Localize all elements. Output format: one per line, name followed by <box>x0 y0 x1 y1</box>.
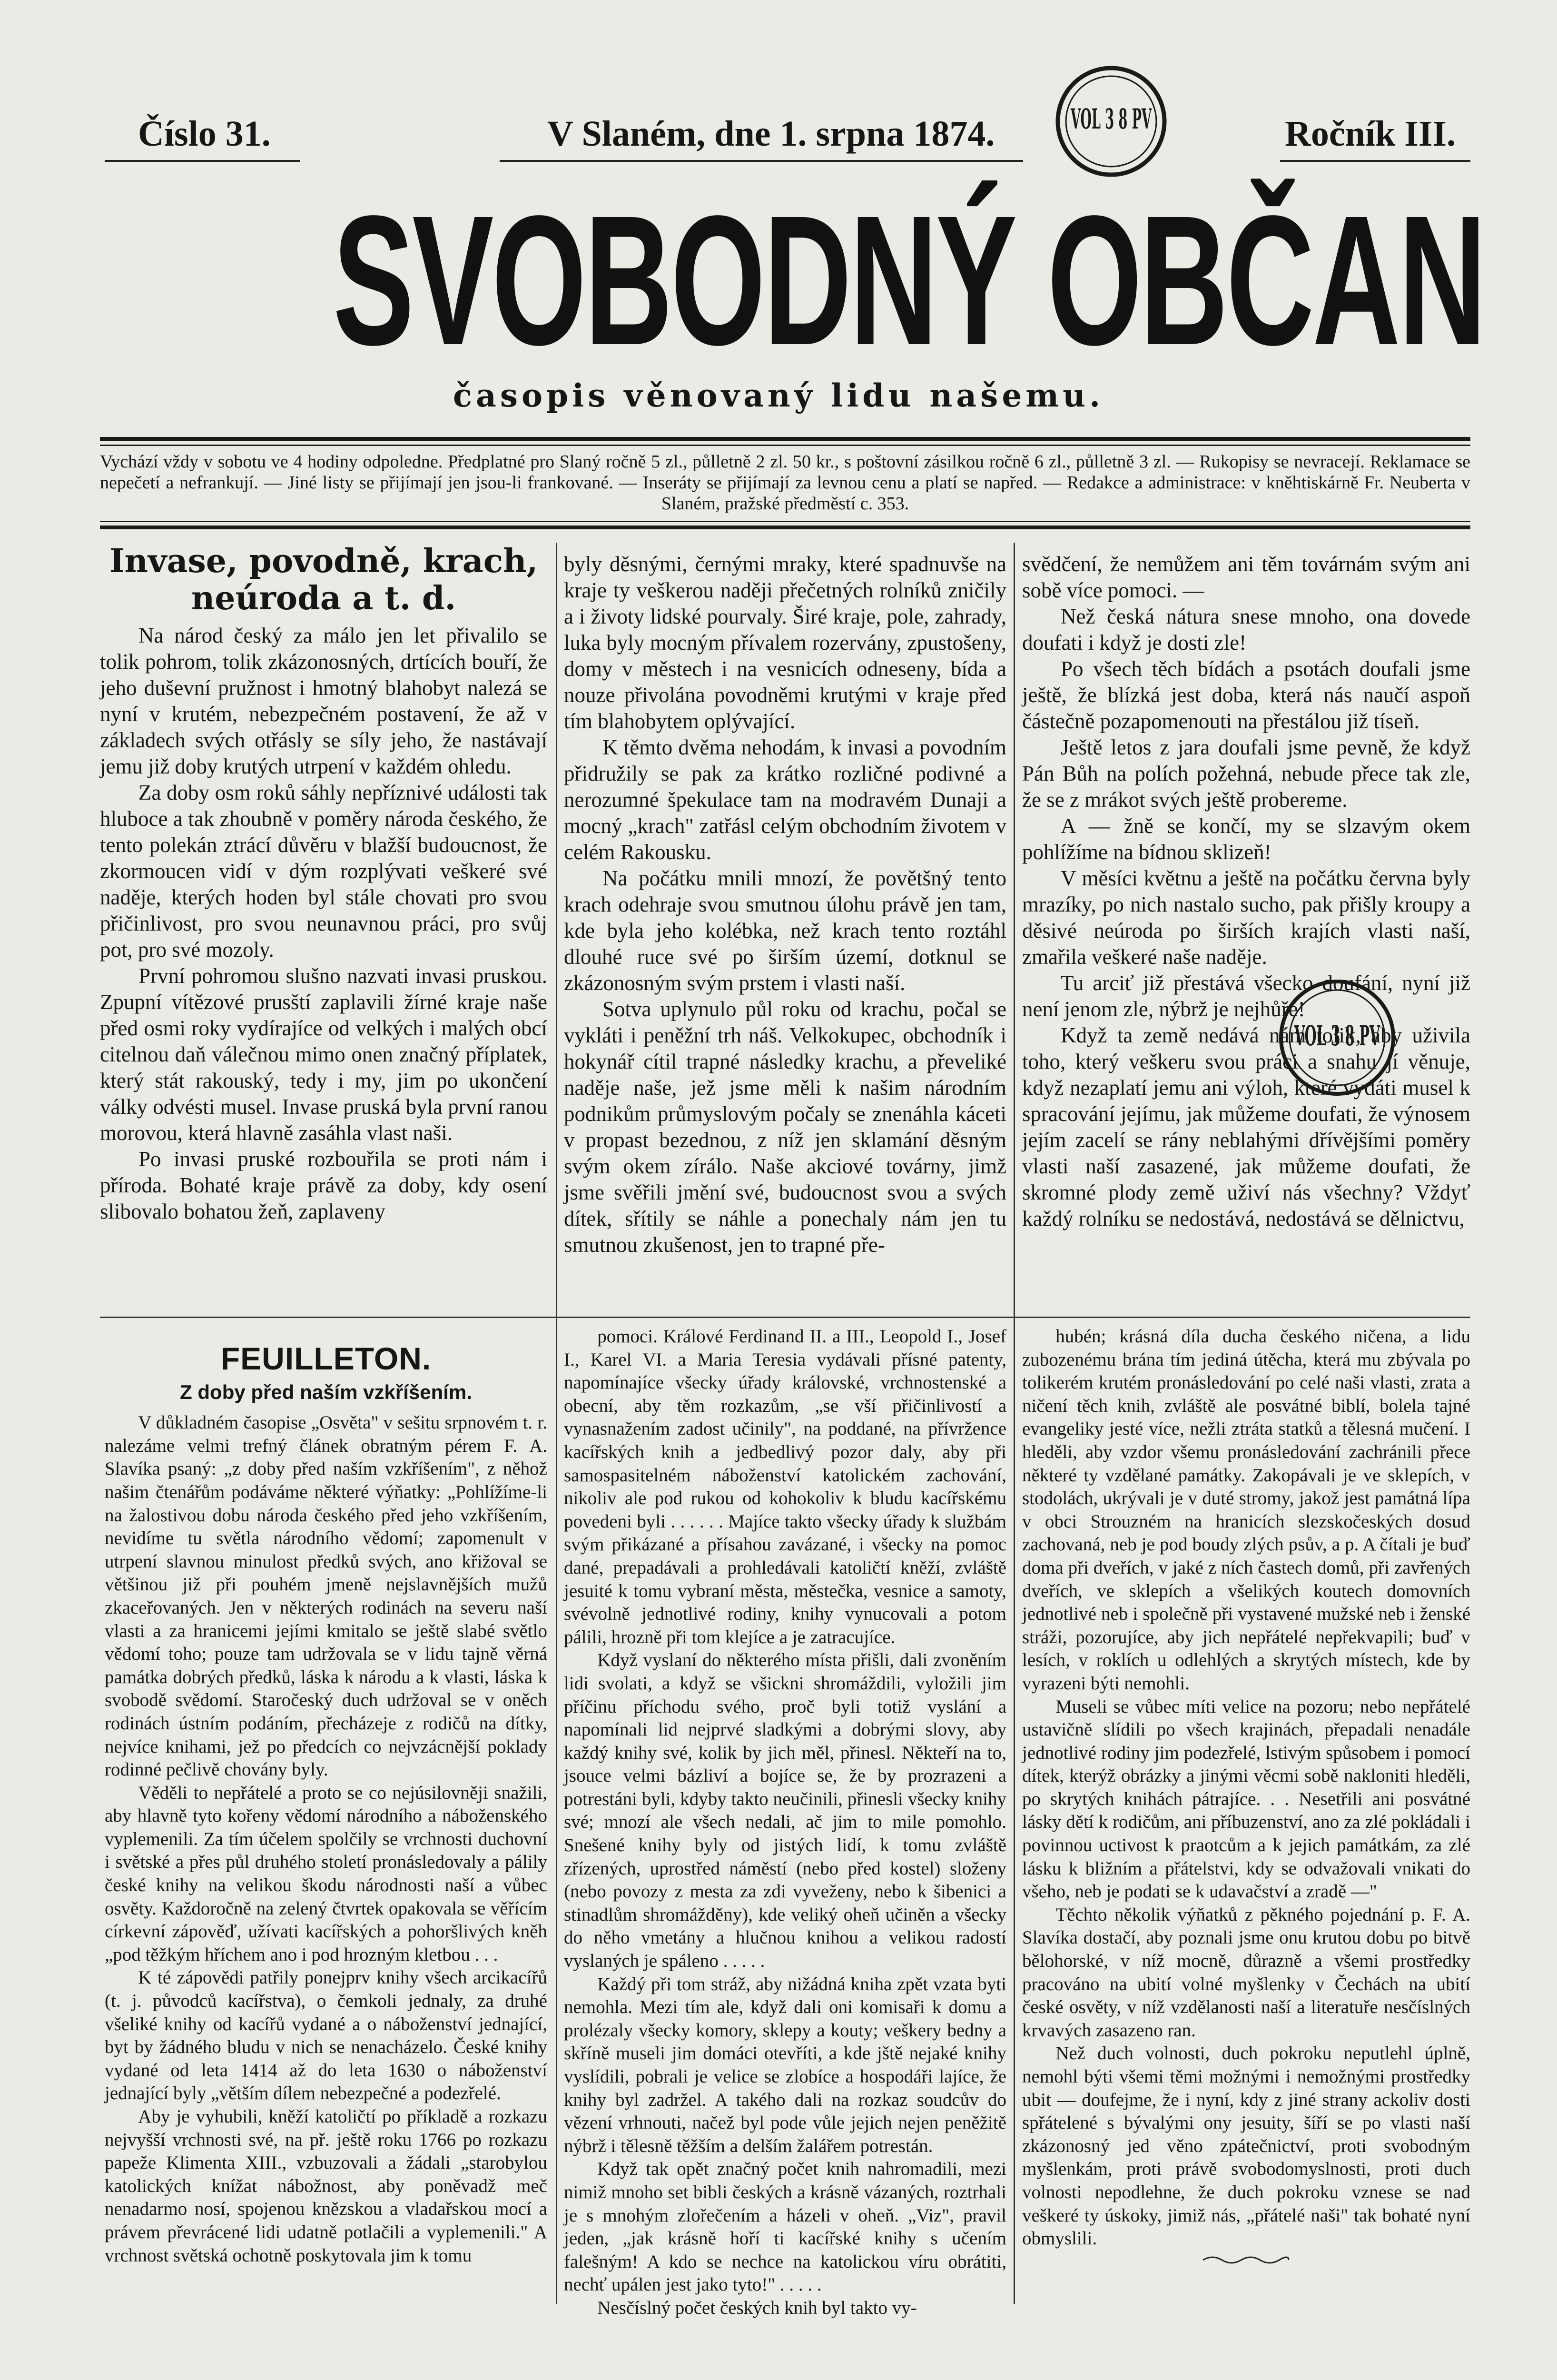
feuilleton-divider <box>556 1317 1470 1318</box>
postal-stamp-middle <box>1275 976 1399 1100</box>
article-paragraph: Za doby osm roků sáhly nepříznivé události tak hluboce a tak zhoubně v poměry národa českého, že tento polekán ztrácí důvěru v blažší budoucnost, že zkormoucen vidí v dým rozplývati veškeré své naděje, kterých hoden byl stále chovati pro svou přičinlivost, pro svou neunavnou práci, pro svůj pot, pro své mozoly. <box>100 781 547 962</box>
article-paragraph: Tu arciť již přestává všecko doufání, nyní již není jenom zle, nýbrž je nejhůře! <box>1022 971 1470 1021</box>
header-rule-left <box>105 160 300 162</box>
header-rule-right <box>1280 160 1470 162</box>
article-column-2 <box>564 551 1006 1258</box>
feuilleton-paragraph: Věděli to nepřátelé a proto se co nejúsilovněji snažili, aby hlavně tyto kořeny vědomí národního a náboženského vyplemenili. Za tím účelem spolčily se vrchnosti duchovní i světské a přes půl druhého století pronásledovaly a pálily české knihy na velikou škodu národnosti naší a vůbec osvěty. Každoročně na zelený čtvrtek opakovala se věřícím církevní zápověď, užívati kacířských a pohoršlivých kněh „pod těžkým hříchem ano i pod hrozným kletbou . . . <box>105 1782 547 1965</box>
article-paragraph: Než česká nátura snese mnoho, ona dovede doufati i když je dosti zle! <box>1022 605 1470 654</box>
article-paragraph: Když ta země nedává nám tolik, aby uživila toho, který veškeru svou práci a snahu jí věnuje, když nezaplatí jemu ani výloh, které vydáti musel k spracování jejímu, jak můžeme doufati, že výnosem jejím zacelí se rány neblahými dřívějšími poměry vlasti naší zasazené, jak můžeme doufati, že skromné plody země uživí nás všechny? Vždyť každý rolníku se nedostává, nedostává se dělnictvu, <box>1022 1023 1470 1230</box>
feuilleton-divider-left <box>100 1317 556 1318</box>
feuilleton-paragraph: Než duch volnosti, duch pokroku neputlehl úplně, nemohl býti všemi těmi možnými i nemožnými prostředky ubit — doufejme, že i nyní, kdy z jiné strany ackoliv dosti spřátelené s bývalými ony jesuity, šíří se po vlasti naší zkázonosný jed věno zpátečnictví, proti svobodným myšlenkám, proti právě svobodomyslnosti, proti duch volnosti nepodlehne, že duch pokroku vznese se nad veškeré ty úskoky, jimiž nás, „přátelé naši" tak bohaté nyní obmyslili. <box>1022 2043 1470 2249</box>
rule-below-info <box>100 521 1470 522</box>
article-column-3 <box>1022 551 1470 1232</box>
feuilleton-column-2 <box>564 1325 1006 2320</box>
rule-below-info-thick <box>100 526 1470 529</box>
feuilleton-paragraph: V důkladném časopise „Osvěta" v sešitu srpnovém t. r. nalezáme velmi trefný článek obratným pérem F. A. Slavíka psaný: „z doby před naším vzkříšením", z něhož našim čtenářům podáváme některé výňatky: „Pohlížíme-li na žalostivou dobu národa českého před jeho vzkříšením, nevidíme tu světla národního vědomí; zapomenult v utrpení slavnou minulost předků svých, ano křižoval se většinou již při pouhém jmeně nejslavnějších mužů zkaceřovaných. Jen v některých rodinách na severu naší vlasti a za hranicemi jejími kmitalo se ještě slabé světlo vědomí toho; pouze tam udržovala se v lidu tajně věrná památka dobrých předků, láska k národu a k vlasti, láska k svobodě svědomí. Staročeský duch udržoval se v oněch rodinách ústním podáním, přecházeje z rodičů na dítky, nejvíce knihami, jež po předcích co nejvzácnější poklady rodinné pečlivě chovány byly. <box>105 1412 547 1780</box>
volume: Ročník III. <box>1285 114 1456 154</box>
feuilleton-paragraph: Když vyslaní do některého místa přišli, dali zvoněním lidi svolati, a když se všickni shromáždili, vyložili jim příčinu příchodu svého, proč byli totiž vyslání a napomínali lid nejprvé sladkými a dobrými slovy, aby každý knihy své, kolik by jich měl, přinesl. Někteří na to, jsouce velmi bázliví a bojíce se, že by prozrazeni a potrestáni byli, kdyby takto neučinili, přinesli všecky knihy své; mnozí ale všech nedali, ač jim to mile pomohlo. Snešené knihy byly od jistých lidí, k tomu zvláště zřízených, uprostřed náměstí (nebo před kostel) složeny (nebo povozy z mesta za zdi vyveženy, nebo k šibenici a stinadlům shromážděny), kde veliký oheň učiněn a všecky do něho vmetány a hlučnou knihou a velikou radostí vyslaných je spáleno . . . . . <box>564 1650 1006 1972</box>
issue-number: Číslo 31. <box>138 114 271 154</box>
stamp-text-top: VOL 3 8 PV <box>1070 103 1152 135</box>
column-rule-1 <box>556 543 557 2304</box>
feuilleton-paragraph: Když tak opět značný počet knih nahromadili, mezi nimiž mnoho set bibli českých a krásně vázaných, roztrhali je s mnohým zlořečením a házeli v oheň. „Viz", pravil jeden, „jak krásně hoří ti kacířské knihy s učením falešným! A kdo se nechce na katolickou víru obrátiti, nechť upálen jest jako tyto!" . . . . . <box>564 2159 1006 2295</box>
article-paragraph: Po všech těch bídách a psotách doufali jsme ještě, že blízká jest doba, která nás naučí aspoň částečně pozapomenouti na přestálou již tíseň. <box>1022 657 1470 733</box>
article-paragraph: A — žně se končí, my se slzavým okem pohlížíme na bídnou sklizeň! <box>1022 814 1470 864</box>
end-flourish <box>1022 2251 1470 2270</box>
article-paragraph: Po invasi pruské rozbouřila se proti nám i příroda. Bohaté kraje právě za doby, kdy osení slibovalo bohatou žeň, zaplaveny <box>100 1147 547 1223</box>
article-paragraph: byly děsnými, černými mraky, které spadnuvše na kraje ty veškerou naději přečetných rolníků zničily a i životy lidské pourvaly. Širé kraje, pole, zahrady, luka byly mocným přívalem rozervány, zpustošeny, domy v městech i na vesnicích odneseny, bída a nouze přivolána povodněmi krutými v kraje před tím blahobytem oplývající. <box>564 552 1006 733</box>
article-paragraph: svědčení, že nemůžem ani těm továrnám svým ani sobě více pomoci. — <box>1022 552 1470 602</box>
article-paragraph: K těmto dvěma nehodám, k invasi a povodním přidružily se pak za krátko rozličné podivné a nerozumné špekulace tam na modravém Dunaji a mocný „krach" zatřásl celým obchodním životem v celém Rakousku. <box>564 735 1006 864</box>
article-paragraph: První pohromou slušno nazvati invasi pruskou. Zpupní vítězové prusští zaplavili žírné kraje naše před osmi roky vydírajíce od velkých i malých obcí citelnou daň válečnou mimo onen značný příplatek, který stát rakouský, tedy i my, jim po ukončení války odvésti musel. Invase pruská byla první ranou morovou, která hlavně zasáhla vlast naši. <box>100 964 547 1145</box>
article-paragraph: Sotva uplynulo půl roku od krachu, počal se vykláti i peněžní trh náš. Velkokupec, obchodník i hokynář cítil trapné následky krachu, a převeliké naděje naše, jež jsme měli k našim národním podnikům průmyslovým počaly se znenáhla káceti v propast bezednou, z níž jen sklamání děsným svým okem zírálo. Naše akciové továrny, jimž jsme svěřili jmění své, budoucnost svou a svých dítek, sřítily se náhle a ponechaly nám jen tu smutnou zkušenost, jen to trapné pře- <box>564 997 1006 1257</box>
article-paragraph: Na národ český za málo jen let přivalilo se tolik pohrom, tolik zkázonosných, drtících bouří, že jeho duševní pružnost i hmotný blahobyt nalezá se nyní v krutém, nebezpečném postavení, že až v základech svých otřásly se síly jeho, že nastávají jemu již doby krutých utrpení v každém ohledu. <box>100 624 547 778</box>
feuilleton-title: FEUILLETON. <box>220 1341 432 1376</box>
postal-stamp-top <box>1052 62 1171 181</box>
feuilleton-column-3 <box>1022 1325 1470 2275</box>
feuilleton-paragraph: Každý při tom stráž, aby nižádná kniha zpět vzata byti nemohla. Mezi tím ale, když dali oni komisaři k domu a prolézaly všecky komory, sklepy a kouty; veškery bedny a skříně museli jim domáci otevříti, a kde jště nejaké knihy vyslídili, pobrali je velice se zlobíce a hospodáři lajíce, že knihy byl zadržel. A takého dali na rozkaz soudcův do vězení vrhnouti, načež byl pode vůle jejich nejen peněžitě nýbrž i tělesně těžším a delším žalářem potrestán. <box>564 1973 1006 2156</box>
feuilleton-paragraph: Museli se vůbec míti velice na pozoru; nebo nepřátelé ustavičně slídili po všech krajinách, přepadali nenadále jednotlivé rodiny jim podezřelé, lstivým spůsobem i pomocí dítek, kterýž obrázky a jinými věcmi sobě nakloniti hleděli, po skrytých knihách pátrajíce. . . Nesetřili ani posvátné lásky dětí k rodičům, ani příbuzenství, ano za zlé pokládali i povinnou uctivost k praotcům a k jejich památkám, za zlé lásku k bližním a přátelstvi, kdy se odvažovali vnikati do všeho, neb je podati se k udavačství a zradě —" <box>1022 1696 1470 1902</box>
feuilleton-paragraph: Aby je vyhubili, kněží katoličtí po příkladě a rozkazu nejvyšší vrchnosti své, na př. ještě roku 1766 po rozkazu papeže Klimenta XIII., vzbuzovali a žádali „starobylou katolických knížat nábožnost, aby poněvadž meč nenadarmo nosí, spojenou knězskou a vladařskou mocí a právem převrácené lidi udatně potlačili a vyplemenili." A vrchnost světská ochotně poskytovala jim k tomu <box>105 2106 547 2266</box>
subscription-info: Vychází vždy v sobotu ve 4 hodiny odpoledne. Předplatné pro Slaný ročně 5 zl., půlletně 2 zl. 50 kr., s poštovní zásilkou ročně 6 zl., půlletně 3 zl. — Rukopisy se nevracejí. Reklamace se nepečetí a nefrankují. — Jiné listy se přijímají jen jsou-li frankované. — Inseráty se přijímají za levnou cenu a platí se napřed. — Redakce a administrace: v kněhtiskárně Fr. Neuberta v Slaném, pražské předměstí c. 353. <box>100 452 1470 514</box>
place-date: V Slaném, dne 1. srpna 1874. <box>547 114 995 154</box>
feuilleton-paragraph: pomoci. Králové Ferdinand II. a III., Leopold I., Josef I., Karel VI. a Maria Teresia vydávali přísné patenty, napomínajíce všecky úřady královské, vrchnostenské a obecní, aby těm rozkazům, „se vší přičinlivostí a vynasnažením zadost učinily", na poddané, na přívržence kacířských knih a jedbedlivý pozor daly, aby při samospasitelném náboženství katolickém zachování, nikoliv ale pod rukou od kohokoliv k bludu kacířskému povedeni byli . . . . . . Majíce takto všecky úřady k službám svým přikázané a přísahou zavázané, i všecky na pomoc dané, prepadávali a prohledávali katoličtí kněží, zvláště jesuité k tomu vybraní města, městečka, vesnice a samoty, svévolně jednotlivé rodiny, knihy vynucovali a potom pálili, hrozně při tom klejíce a je zatracujíce. <box>564 1326 1006 1647</box>
article-title: Invase, povodně, krach, neúroda a t. d. <box>109 542 538 617</box>
masthead-title: SVOBODNÝ OBČAN <box>333 178 1485 384</box>
article-paragraph: Na počátku mnili mnozí, že povětšný tento krach odehraje svou smutnou úlohu právě jen tam, kde byla jeho kolébka, než krach tento roztáhl dlouhé ruce své po širším území, dotknul se zkázonosným svým prstem i vlasti naší. <box>564 866 1006 995</box>
rule-above-info-thin <box>100 445 1470 446</box>
column-rule-2 <box>1014 543 1015 2304</box>
article-paragraph: V měsíci květnu a ještě na počátku června byly mrazíky, po nich nastalo sucho, pak přišly kroupy a děsivé neúroda po širších krajích vlasti naší, zmařila veškeré naše naděje. <box>1022 866 1470 969</box>
header-rule-center <box>500 160 1023 162</box>
feuilleton-paragraph: K té zápovědi patřily ponejprv knihy všech arcikacířů (t. j. původců kacířstva), o čemkoli jednaly, za druhé všeliké knihy od kacířů vydané a o náboženství jednající, byt by žádného bludu v nich se nenacházelo. České knihy vydané od leta 1414 až do leta 1630 o náboženství jednající byly „větším dílem nebezpečné a podezřelé. <box>105 1967 547 2104</box>
feuilleton-paragraph: Nesčíslný počet českých knih byl takto vy- <box>597 2297 917 2318</box>
feuilleton-paragraph: Těchto několik výňatků z pěkného pojednání p. F. A. Slavíka dostačí, aby poznali jsme onu krutou dobu po bitvě bělohorské, v níž mocně, důrazně a všemi prostředky pracováno na ubití volné myšlenky v Čechách na ubití české osvěty, v níž vzdělanosti naší a literatuře nesčíslných krvavých zasazeno ran. <box>1022 1904 1470 2041</box>
feuilleton-paragraph: hubén; krásná díla ducha českého ničena, a lidu zubozenému brána tím jediná útěcha, která mu zbývala po tolikerém krutém pronásledování po celé naši vlasti, zrata a ničení těch knih, zvláště ale posvátné biblí, bolela tajné evangeliky jesté více, nežli ztráta statků a tělesná mučení. I hleděli, aby vzdor všemu pronásledování zachránili přece některé ty vzdělané památky. Zakopávali je ve sklepích, v stodolách, ukrývali je v duté stromy, jakož jest památná lípa v obci Strouzném na hranicích slezskočeských dosud zachovaná, neb je pod boudy zlých psův, a p. A čítali je buď doma při dveřích, v jaké z ních častech domů, při zavřených dveřích, ve sklepích a všelikých koutech domovních jednotlivé neb i společně při vystavené mužské neb i ženské stráži, pozorujíce, aby jich nepřátelé nepřekvapili; buď v lesích, v roklích u odlehlých a skrytých místech, kde by vyrazeni býti nemohli. <box>1022 1326 1470 1694</box>
article-paragraph: Ještě letos z jara doufali jsme pevně, že když Pán Bůh na polích požehná, nebude přece tak zle, že se z mrákot svých ještě probereme. <box>1022 735 1470 812</box>
feuilleton-column-1 <box>105 1341 547 2267</box>
stamp-text-middle: VOL 3 8 PV <box>1294 1020 1380 1052</box>
feuilleton-subtitle: Z doby před naším vzkříšením. <box>180 1380 472 1403</box>
masthead-subtitle: časopis věnovaný lidu našemu. <box>453 377 1104 414</box>
rule-above-info <box>100 437 1470 441</box>
article-column-1 <box>100 543 547 1225</box>
